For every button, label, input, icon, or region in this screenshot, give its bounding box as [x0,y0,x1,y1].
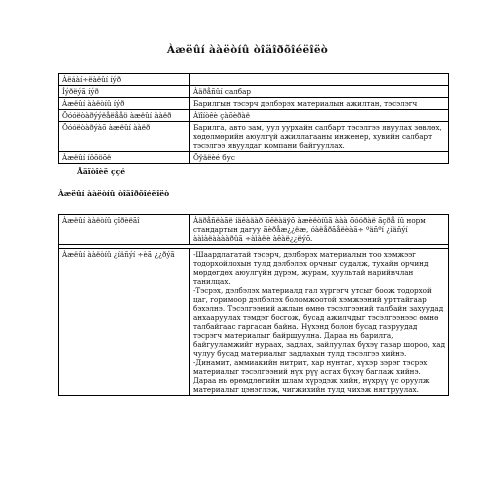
table-row [59,74,449,86]
row-label: Àæëûí ààëòíû çîðèëãî [59,215,190,245]
section-heading: Àæëûí ààëòíû òîäîðõîéëîëò [58,189,170,198]
document-title: Àæëûí ààëòíû òîäîðõîéëîëò [166,44,329,56]
job-info-table [58,73,449,164]
row-value [190,74,449,86]
table-row [59,122,449,152]
row-value: Àäðåñëàãë íäêàäàð õêëàäÿõ àæèëòíûã ààà õóóðàë ãçðå íû норм стандартын дагуу ãèðåæ¿¿ëæ, óàëåðãåëèàã÷ ºäñºí ¿íäñýí ààìàëààààðûã ÷àìàëè àêàë¿¿ëýõ. [190,215,449,245]
table-row [59,152,449,164]
row-label: Õóóëòàðýàõ àæëûí ààëð [59,122,190,152]
job-description-table [58,214,449,396]
table-row [59,98,449,110]
row-label: Àæëûí ààëòíû ¿íäñýí ÷èã ¿¿ðýã [59,249,190,396]
row-value: Õÿäëèé бус [190,152,449,164]
row-label: Íýðëýã íýð [59,86,190,98]
subtitle-heading: Åäïòîèë ççé [77,167,126,176]
row-value: Àïîíòêè çàõèðàë [190,110,449,122]
table-row [59,86,449,98]
row-label: Àæëûí ààëòíû íýð [59,98,190,110]
row-value: -Шаардлагатай тэсэрч, дэлбэрэх материалын тоо хэмжээг тодорхойлохын тулд дэлбэлэх орчныг судалж, тухайн орчинд мөрдөгдөх аюулгүйн дүрэм, журам, хуультай нарийвчлан танилцах. -Тэсрэх, дэлбэлэх материалд гал хүргэгч утсыг боож тодорхой цаг, горимоор дэлбэлэх боломжоотой хэмжээний урттайгаар бэхэлнэ. Тэсэлгээний ажлын өмнө тэсэлгээний талбайн захуудад анхааруулах тэмдэг босгож, бусад ажилчдыг тэсэлгээнээс өмнө талбайгаас гаргасан байна. Нүхэнд болон бусад газруудад тэсрэгч материалыг байршуулна. Дараа нь барилга, байгууламжийг нураах, задлах, зайлуулах бүхэү газар шороо, хад чулуу бусад материалыг задлахын тулд тэсэлгээ хийнэ. -Динамит, аммиакийн нитрит, хар нунтаг, хүхэр зэрэг тэсрэх материалыг тэсэлгээний нүх рүү асгах бүхэү баглаж хийнэ. Дараа нь өрөмдлөгийн шлам хүрэдэж хийн, нүхрүү үс оруулж материалыг цэнэглэж, чигжихийн тулд чихэж нягтруулах. [190,249,449,396]
row-label: Àæëûí íôõöõë [59,152,190,164]
row-label: Àëáàí÷ëàëûí íýð [59,74,190,86]
row-value: Барилгын тэсэрч дэлбэрэх материалын ажилтан, тэсэлэгч [190,98,449,110]
table-row [59,249,449,396]
table-row [59,110,449,122]
row-value: Барилга, авто зам, уул уурхайн салбарт тэсэлгээ явуулах зөвлөх, хөдөлмөрийн аюулгүй ажиллагааны инженер, хувийн салбарт тэсэлгээ явуулдаг компани байгууллах. [190,122,449,152]
row-value: Àäðåñûí салбар [190,86,449,98]
row-label: Õóóëòàðýýëåëååö àæëûí ààëð [59,110,190,122]
table-row [59,215,449,245]
